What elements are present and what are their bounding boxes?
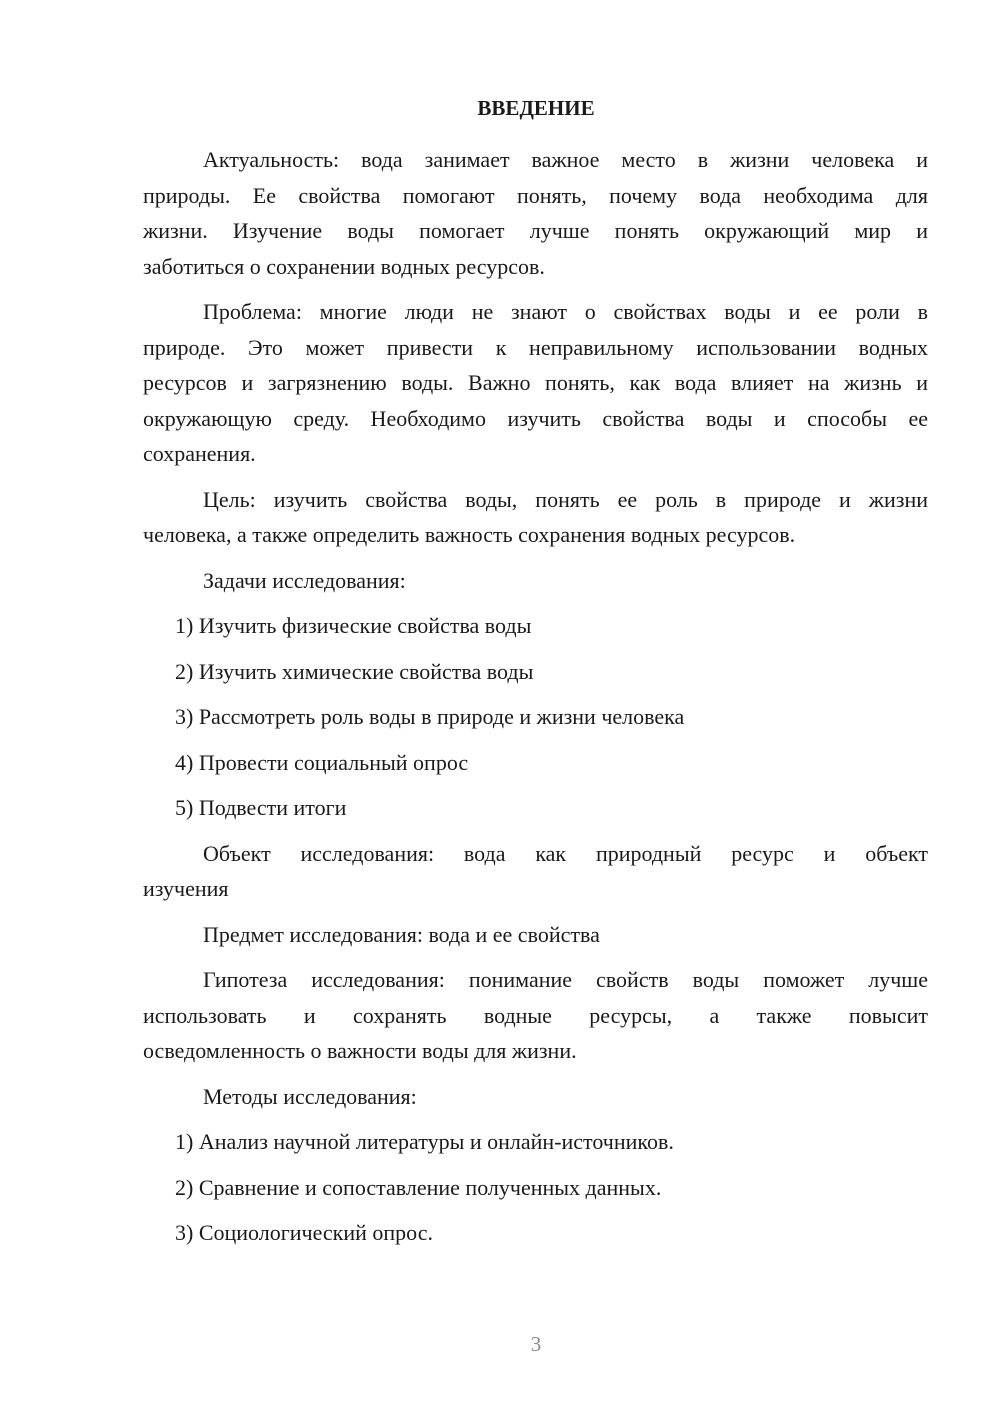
text-line: Проблема: многие люди не знают о свойствах воды и ее роли в bbox=[203, 299, 928, 324]
paragraph bbox=[143, 836, 928, 907]
text-line: изучения bbox=[143, 876, 229, 901]
text-line: Актуальность: вода занимает важное место в жизни человека и bbox=[203, 147, 928, 172]
list-item bbox=[143, 608, 928, 644]
text-line: Гипотеза исследования: понимание свойств воды поможет лучше bbox=[203, 967, 928, 992]
text-line: 1) Изучить физические свойства воды bbox=[175, 613, 532, 638]
text-line: человека, а также определить важность сохранения водных ресурсов. bbox=[143, 522, 796, 547]
text-line: 3) Рассмотреть роль воды в природе и жизни человека bbox=[175, 704, 685, 729]
text-line: 5) Подвести итоги bbox=[175, 795, 347, 820]
text-line: 4) Провести социальный опрос bbox=[175, 749, 469, 775]
list-item bbox=[143, 745, 928, 781]
list-item bbox=[143, 1170, 928, 1206]
list-item bbox=[143, 699, 928, 735]
text-line: Задачи исследования: bbox=[203, 567, 406, 593]
text-line: ресурсов и загрязнению воды. Важно понять, как вода влияет на жизнь и bbox=[143, 370, 928, 395]
list-item bbox=[143, 654, 928, 690]
list-item bbox=[143, 1124, 928, 1160]
text-line: осведомленность о важности воды для жизни. bbox=[143, 1038, 577, 1063]
paragraph bbox=[143, 142, 928, 284]
paragraph bbox=[143, 1079, 928, 1115]
list-item bbox=[143, 1215, 928, 1251]
page-title: ВВЕДЕНИЕ bbox=[477, 96, 595, 120]
text-line: окружающую среду. Необходимо изучить свойства воды и способы ее bbox=[143, 405, 928, 431]
paragraph bbox=[143, 917, 928, 953]
text-line: природы. Ее свойства помогают понять, почему вода необходима для bbox=[143, 182, 928, 208]
paragraph bbox=[143, 962, 928, 1069]
page-number: 3 bbox=[530, 1332, 542, 1356]
text-line: использовать и сохранять водные ресурсы, а также повысит bbox=[143, 1002, 928, 1028]
text-line: 3) Социологический опрос. bbox=[175, 1220, 433, 1245]
text-line: Предмет исследования: вода и ее свойства bbox=[203, 921, 600, 947]
list-item bbox=[143, 790, 928, 826]
paragraph bbox=[143, 482, 928, 553]
text-line: 1) Анализ научной литературы и онлайн-источников. bbox=[175, 1129, 674, 1154]
document-body bbox=[143, 142, 928, 1261]
text-line: природе. Это может привести к неправильному использовании водных bbox=[143, 334, 928, 360]
text-line: Методы исследования: bbox=[203, 1083, 417, 1109]
text-line: заботиться о сохранении водных ресурсов. bbox=[143, 253, 545, 279]
text-line: 2) Изучить химические свойства воды bbox=[175, 658, 534, 684]
text-line: сохранения. bbox=[143, 441, 256, 466]
text-line: 2) Сравнение и сопоставление полученных данных. bbox=[175, 1174, 662, 1200]
paragraph bbox=[143, 294, 928, 472]
text-line: Цель: изучить свойства воды, понять ее роль в природе и жизни bbox=[203, 486, 928, 512]
paragraph bbox=[143, 563, 928, 599]
text-line: жизни. Изучение воды помогает лучше понять окружающий мир и bbox=[143, 218, 928, 243]
text-line: Объект исследования: вода как природный ресурс и объект bbox=[203, 840, 928, 866]
